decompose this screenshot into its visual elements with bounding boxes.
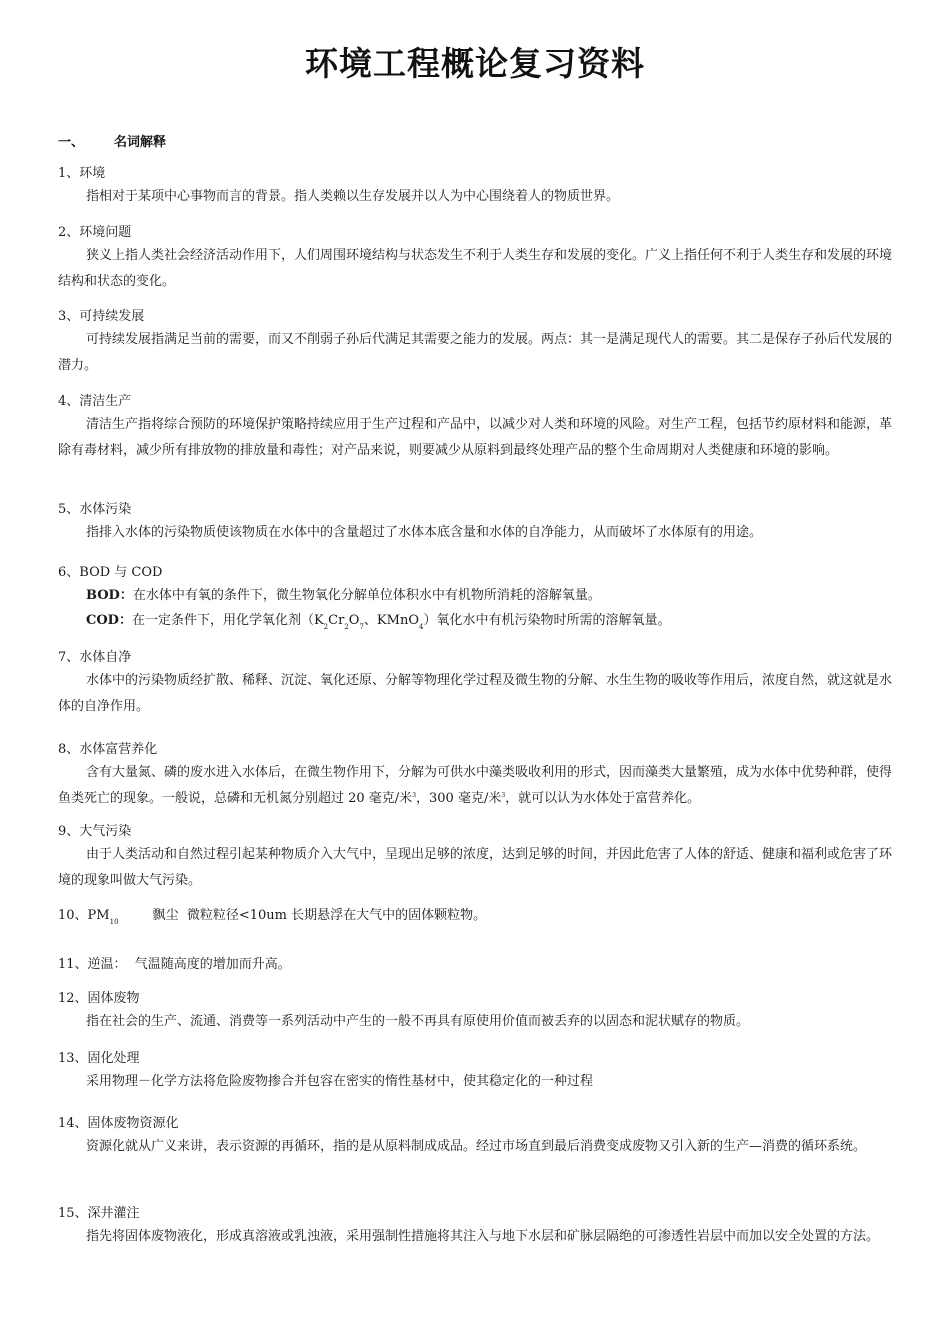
term-body: 资源化就从广义来讲，表示资源的再循环，指的是从原料制成成品。经过市场直到最后消费变成废物又引入新的生产—消费的循环系统。 [86, 1139, 867, 1154]
term-heading: 15、深井灌注 [58, 1206, 140, 1221]
pm-label: 10、PM [58, 908, 110, 923]
superscript: 3 [501, 792, 506, 799]
term-heading: 7、水体自净 [58, 650, 132, 665]
term-heading: 2、环境问题 [58, 225, 132, 240]
formula-part: Cr [328, 613, 345, 628]
term-body: 由于人类活动和自然过程引起某种物质介入大气中，呈现出足够的浓度，达到足够的时间，并因此危害了人体的舒适、健康和福利或危害了环境的现象叫做大气污染。 [58, 847, 893, 888]
subscript: 2 [323, 623, 329, 631]
term-body: 采用物理－化学方法将危险废物掺合并包容在密实的惰性基材中，使其稳定化的一种过程 [86, 1074, 594, 1089]
cod-definition [58, 608, 892, 635]
term-heading [58, 906, 892, 927]
term-body: 指先将固体废物液化，形成真溶液或乳浊液，采用强制性措施将其注入与地下水层和矿脉层隔绝的可渗透性岩层中而加以安全处置的方法。 [86, 1229, 880, 1244]
term-inversion [58, 955, 892, 975]
subscript: 4 [418, 623, 424, 631]
term-eutrophication [58, 740, 892, 814]
term-solid-waste [58, 989, 892, 1035]
superscript: 3 [412, 792, 417, 799]
term-environment [58, 164, 892, 210]
term-heading: 11、逆温： 气温随高度的增加而升高。 [58, 957, 291, 972]
cod-text-pre: 在一定条件下，用化学氧化剂（K [131, 613, 324, 628]
term-body: 狭义上指人类社会经济活动作用下，人们周围环境结构与状态发生不利于人类生存和发展的变化。广义上指任何不利于人类生存和发展的环境结构和状态的变化。 [58, 248, 893, 289]
term-waste-recycling [58, 1114, 892, 1160]
term-cleaner-production [58, 392, 892, 464]
term-environmental-problem [58, 223, 892, 295]
formula-part: 、KMnO [363, 613, 419, 628]
body-part: 含有大量氮、磷的废水进入水体后，在微生物作用下，分解为可供水中藻类吸收利用的形式，因而藻类大量繁殖，成为水体中优势种群，使得鱼类死亡的现象。一般说，总磷和无机氮分别超过 20 毫克/米 [58, 765, 893, 806]
term-body: 清洁生产指将综合预防的环境保护策略持续应用于生产过程和产品中，以减少对人类和环境的风险。对生产工程，包括节约原材料和能源，革除有毒材料，减少所有排放物的排放量和毒性；对产品来说，则要减少从原料到最终处理产品的整个生命周期对人类健康和环境的影响。 [58, 417, 893, 458]
document-title: 环境工程概论复习资料 [305, 44, 645, 83]
term-sustainable-development [58, 307, 892, 379]
term-deep-well-injection [58, 1204, 892, 1250]
term-bod-cod [58, 563, 892, 635]
term-solidification [58, 1049, 892, 1095]
term-heading: 12、固体废物 [58, 991, 140, 1006]
subscript: 2 [344, 623, 349, 631]
body-part: ，300 毫克/米 [416, 791, 502, 806]
cod-text-post: ）氧化水中有机污染物时所需的溶解氧量。 [423, 613, 671, 628]
cod-label: COD： [86, 613, 132, 628]
term-water-pollution [58, 500, 892, 546]
term-heading: 8、水体富营养化 [58, 742, 158, 757]
section-heading [58, 131, 166, 150]
bod-label: BOD： [86, 588, 133, 603]
formula-part: O [348, 613, 360, 628]
pm-name: 飘尘 [152, 908, 179, 923]
bod-definition [58, 583, 892, 608]
term-body: 指相对于某项中心事物而言的背景。指人类赖以生存发展并以人为中心围绕着人的物质世界。 [86, 189, 620, 204]
subscript: 10 [109, 918, 119, 926]
term-body: 水体中的污染物质经扩散、稀释、沉淀、氧化还原、分解等物理化学过程及微生物的分解、水生生物的吸收等作用后，浓度自然，就这就是水体的自净作用。 [58, 673, 893, 714]
term-heading: 6、BOD 与 COD [58, 565, 163, 580]
subscript: 7 [359, 623, 364, 631]
section-label: 名词解释 [114, 135, 167, 150]
term-heading: 13、固化处理 [58, 1051, 140, 1066]
term-heading: 1、环境 [58, 166, 106, 181]
pm-definition: 微粒粒径<10um 长期悬浮在大气中的固体颗粒物。 [186, 908, 487, 923]
term-heading: 5、水体污染 [58, 502, 132, 517]
term-body: 可持续发展指满足当前的需要，而又不削弱子孙后代满足其需要之能力的发展。两点：其一是满足现代人的需要。其二是保存子孙后代发展的潜力。 [58, 332, 893, 373]
term-pm10 [58, 906, 892, 927]
term-body [58, 760, 892, 814]
bod-text: 在水体中有氧的条件下，微生物氧化分解单位体积水中有机物所消耗的溶解氧量。 [132, 588, 601, 603]
term-body: 指排入水体的污染物质使该物质在水体中的含量超过了水体本底含量和水体的自净能力，从而破坏了水体原有的用途。 [86, 525, 763, 540]
body-part: ，就可以认为水体处于富营养化。 [505, 791, 701, 806]
term-water-self-purification [58, 648, 892, 720]
term-body: 指在社会的生产、流通、消费等一系列活动中产生的一般不再具有原使用价值而被丢弃的以固态和泥状赋存的物质。 [86, 1014, 750, 1029]
section-number: 一、 [58, 135, 85, 150]
term-heading: 4、清洁生产 [58, 394, 132, 409]
term-heading: 14、固体废物资源化 [58, 1116, 179, 1131]
term-heading: 9、大气污染 [58, 824, 132, 839]
term-heading: 3、可持续发展 [58, 309, 145, 324]
term-air-pollution [58, 822, 892, 894]
